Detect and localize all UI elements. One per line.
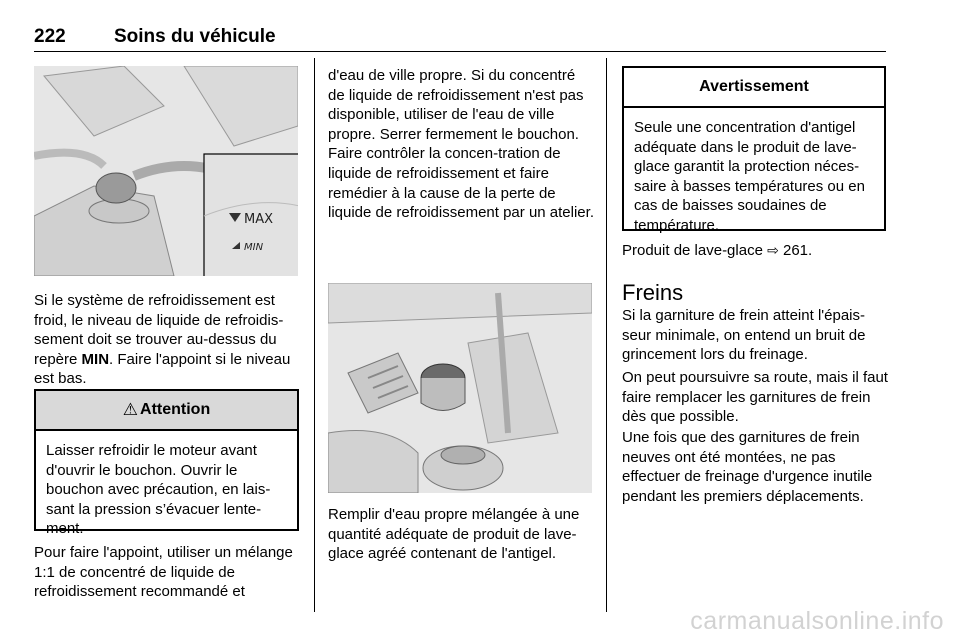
brakes-heading: Freins xyxy=(622,280,684,305)
brakes-paragraph-2: On peut poursuivre sa route, mais il faut faire remplacer les garnitures de frein dès que possible. xyxy=(622,369,888,426)
page-number: 222 xyxy=(34,26,66,47)
coolant-reservoir-illustration xyxy=(34,66,298,276)
page-reference-link[interactable]: 261. xyxy=(778,242,813,259)
column-divider-2 xyxy=(606,58,607,612)
coolant-mix-paragraph: Pour faire l'appoint, utiliser un mélange 1:1 de concentré de liquide de refroidissement recommandé et xyxy=(34,544,293,601)
page-reference-arrow-icon: ⇨ xyxy=(767,242,779,258)
page-header xyxy=(34,26,886,52)
washer-fill-paragraph: Remplir d'eau propre mélangée à une quantité adéquate de produit de lave-glace agréé contenant de l'antigel. xyxy=(328,506,580,563)
coolant-continuation-paragraph: d'eau de ville propre. Si du concentré de liquide de refroidissement n'est pas disponible, utiliser de l'eau de ville propre. Serrer fermement le bouchon. Faire contrôler la concen-tration de liquide de refroidissement et faire remédier à la cause de la perte de liquide de refroidissement par un atelier. xyxy=(328,67,594,222)
attention-header: ⚠ Attention xyxy=(36,391,297,431)
washer-product-reference: Produit de lave-glace ⇨ 261. xyxy=(622,242,813,259)
warning-header: Avertissement xyxy=(624,68,884,108)
warning-box xyxy=(622,66,886,234)
min-mark-bold: MIN xyxy=(81,350,110,368)
min-mark-label: MIN xyxy=(244,242,264,253)
washer-reservoir-illustration xyxy=(328,283,592,493)
brakes-paragraph-3: Une fois que des garnitures de frein neuves ont été montées, ne pas effectuer de freinage d'urgence inutile pendant les premiers déplacements. xyxy=(622,429,873,505)
coolant-reservoir-figure xyxy=(34,66,298,276)
brakes-paragraph-1: Si la garniture de frein atteint l'épais-seur minimale, on entend un bruit de grincement lors du freinage. xyxy=(622,307,866,364)
attention-body: Laisser refroidir le moteur avant d'ouvrir le bouchon. Ouvrir le bouchon avec précaution, en lais-sant la pression s’évacuer lente-ment. xyxy=(46,442,271,538)
column-divider-1 xyxy=(314,58,315,612)
warning-triangle-icon: ⚠ xyxy=(122,400,139,419)
warning-body: Seule une concentration d'antigel adéquate dans le produit de lave-glace garantit la protection néces-saire à basses températures ou en cas de baisses soudaines de température. xyxy=(634,119,865,234)
watermark: carmanualsonline.info xyxy=(690,607,944,635)
coolant-level-paragraph: Si le système de refroidissement est froid, le niveau de liquide de refroidis-sement doit se trouver au-dessus du repère MIN. Faire l'appoint si le niveau est bas. xyxy=(34,292,291,388)
max-mark-label: MAX xyxy=(244,212,274,227)
attention-box xyxy=(34,389,299,538)
page-title: Soins du véhicule xyxy=(114,26,276,47)
washer-reservoir-figure xyxy=(328,283,592,493)
